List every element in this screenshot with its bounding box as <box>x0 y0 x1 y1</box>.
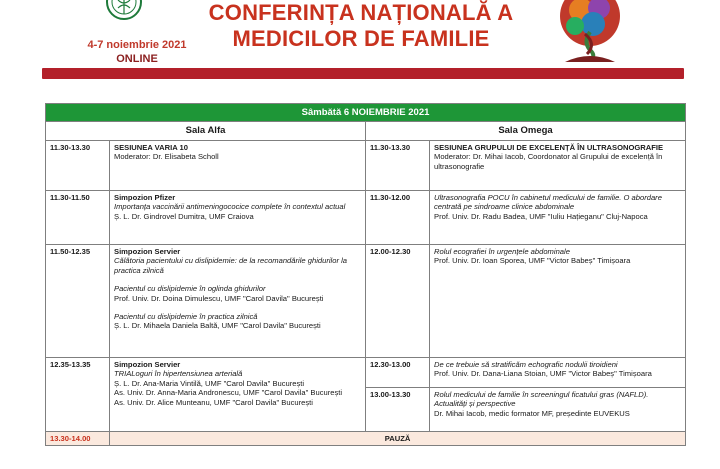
speaker-line: Prof. Univ. Dr. Dana-Liana Stoian, UMF "Victor Babeș" Timișoara <box>434 369 652 379</box>
spacer <box>114 303 361 312</box>
caduceus-tree-logo <box>545 0 635 62</box>
session-cell <box>430 388 686 432</box>
table-row <box>46 358 686 388</box>
title-line-2: MEDICILOR DE FAMILIE <box>232 26 490 51</box>
speaker-line: Dr. Mihai Iacob, medic formator MF, președinte EUVEKUS <box>434 408 630 418</box>
session-line: Moderator: Dr. Elisabeta Scholl <box>114 152 219 162</box>
table-row <box>46 245 686 358</box>
hall-header-row <box>46 122 686 141</box>
speaker-line: As. Univ. Dr. Alice Munteanu, UMF "Carol Davila" București <box>114 397 313 407</box>
session-cell <box>430 141 686 191</box>
talk-title: Pacientul cu dislipidemie în oglinda ghidurilor <box>114 284 266 294</box>
time-cell: 11.30-13.30 <box>366 141 430 191</box>
talk-title: Rolul ecografiei în urgențele abdominale <box>434 247 570 256</box>
title-line-1: CONFERINȚA NAȚIONALĂ A <box>208 0 514 25</box>
hall-left-label: Sala Alfa <box>46 122 366 141</box>
society-seal-logo <box>104 0 144 24</box>
session-cell <box>110 245 366 358</box>
speaker-line: Prof. Univ. Dr. Ioan Sporea, UMF "Victor Babeș" Timișoara <box>434 256 631 266</box>
conference-dates <box>82 38 192 66</box>
table-row <box>46 191 686 245</box>
time-cell: 13.00-13.30 <box>366 388 430 432</box>
header-red-bar <box>42 68 684 79</box>
dates-text: 4-7 noiembrie 2021 <box>87 39 187 51</box>
hall-right-label: Sala Omega <box>366 122 686 141</box>
time-cell: 12.00-12.30 <box>366 245 430 358</box>
time-cell: 11.50-12.35 <box>46 245 110 358</box>
talk-title: TRIALoguri în hipertensiunea arterială <box>114 369 243 379</box>
session-cell <box>430 358 686 388</box>
talk-title: Călătoria pacientului cu dislipidemie: de la recomandările ghidurilor la practica zilnică <box>114 256 347 275</box>
session-cell <box>430 191 686 245</box>
mode-text: ONLINE <box>116 53 158 65</box>
conference-title <box>196 0 526 52</box>
time-cell: 13.30-14.00 <box>46 432 110 446</box>
conference-header <box>0 0 720 82</box>
talk-title: De ce trebuie să stratificăm echografic nodulii tiroidieni <box>434 360 618 369</box>
schedule-table <box>45 103 686 446</box>
session-line: Moderator: Dr. Mihai Iacob, Coordonator al Grupului de excelență în ultrasonografie <box>434 152 663 171</box>
session-title: Simpozion Servier <box>114 247 181 256</box>
session-cell <box>110 358 366 432</box>
speaker-line: Ș. L. Dr. Mihaela Daniela Baltă, UMF "Carol Davila" București <box>114 321 321 331</box>
day-header-row <box>46 104 686 122</box>
spacer <box>114 275 361 284</box>
talk-title: Rolul medicului de familie în screeningul ficatului gras (NAFLD). Actualități și perspective <box>434 390 649 409</box>
day-label: Sâmbătă 6 NOIEMBRIE 2021 <box>46 104 686 122</box>
speaker-line: Ș. L. Dr. Gindrovel Dumitra, UMF Craiova <box>114 211 254 221</box>
talk-title: Importanța vaccinării antimeningococice complete în contextul actual <box>114 202 346 212</box>
table-row <box>46 141 686 191</box>
session-title: SESIUNEA VARIA 10 <box>114 143 188 152</box>
talk-title: Ultrasonografia POCU în cabinetul medicului de familie. O abordare centrată pe sindroame clinice abdominale <box>434 193 662 212</box>
session-title: Simpozion Pfizer <box>114 193 176 202</box>
session-title: Simpozion Servier <box>114 360 181 369</box>
session-cell <box>430 245 686 358</box>
session-cell <box>110 191 366 245</box>
pause-label: PAUZĂ <box>110 432 686 446</box>
speaker-line: Ș. L. Dr. Ana-Maria Vintilă, UMF "Carol Davila" București <box>114 378 305 388</box>
time-cell: 11.30-13.30 <box>46 141 110 191</box>
pause-row <box>46 432 686 446</box>
time-cell: 11.30-11.50 <box>46 191 110 245</box>
session-title: SESIUNEA GRUPULUI DE EXCELENȚĂ ÎN ULTRASONOGRAFIE <box>434 143 664 152</box>
time-cell: 12.35-13.35 <box>46 358 110 432</box>
time-cell: 11.30-12.00 <box>366 191 430 245</box>
speaker-line: Prof. Univ. Dr. Doina Dimulescu, UMF "Carol Davila" București <box>114 293 324 303</box>
speaker-line: As. Univ. Dr. Anna-Maria Andronescu, UMF "Carol Davila" București <box>114 388 343 398</box>
speaker-line: Prof. Univ. Dr. Radu Badea, UMF "Iuliu Hațieganu" Cluj-Napoca <box>434 211 648 221</box>
time-cell: 12.30-13.00 <box>366 358 430 388</box>
session-cell <box>110 141 366 191</box>
talk-title: Pacientul cu dislipidemie în practica zilnică <box>114 312 258 322</box>
